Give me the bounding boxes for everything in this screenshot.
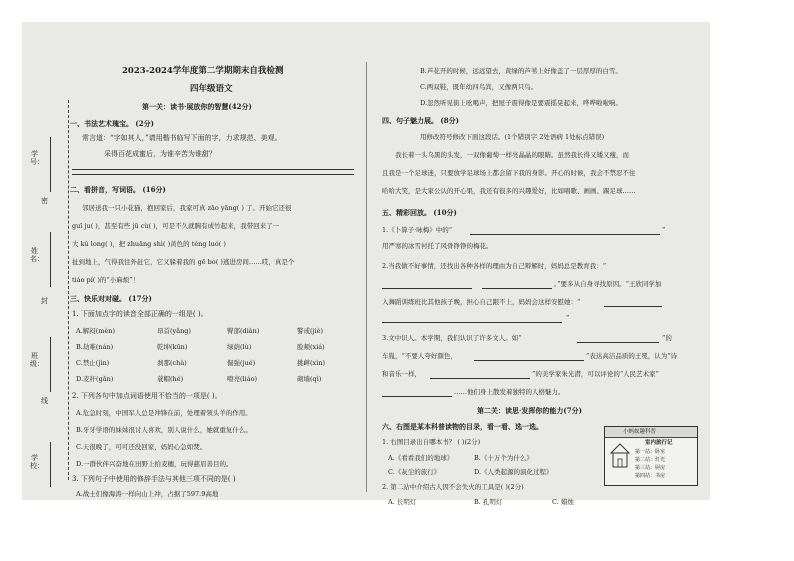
q3-2-option-d: D.一群伙伴兴奋地在田野上拾麦穗，玩得慈眉善目的。 [76, 460, 233, 468]
pass2-heading: 第二关：读思·发挥你的能力(7分) [477, 406, 582, 415]
s5-q2-close-quote: ” [566, 314, 570, 322]
s6-q2-option-c: C. 蜡烛 [552, 498, 574, 506]
s5-q3-line-1: 3.文中识人。本学期，我们认识了许多文人。如“ [382, 334, 522, 342]
section2-heading: 二、看拼音，写词语。 (16分) [70, 185, 166, 194]
s6-q2-stem: 2. 第二站中介绍古人因不会失火的工具是( )(2分) [382, 483, 524, 491]
q3-3-option-a: A.战士们像海涛一样向山上冲，占据了597.9高地 [76, 490, 219, 498]
section1-heading: 一、书法艺术瑰宝。 (2分) [70, 119, 154, 128]
id-write-line [50, 137, 51, 192]
option-c-2: 刹那(chà) [157, 359, 187, 367]
s5-q1-answer-line [470, 234, 660, 235]
s6-q2-option-a: A. 长明灯 [388, 498, 417, 506]
q3-1-stem: 1. 下面加点字的读音全部正确的一组是( )。 [72, 310, 208, 318]
option-b-4: 脸颊(xiá) [297, 343, 325, 351]
toc-banner-text: 小蚂蚁趣科普 [623, 429, 657, 435]
option-a-2: 昂首(yǎng) [157, 327, 191, 335]
s6-q1-option-d: D.《人类起源的演化过程》 [474, 468, 553, 476]
section3-heading: 三、快乐对对碰。 (17分) [70, 294, 152, 303]
seal-char-xian: 线 [41, 397, 48, 405]
option-b-1: B.劫难(nán) [76, 343, 114, 351]
q3-3-option-c: C.两双鞋，既年幼四鸟宾，又像两只鸟。 [420, 83, 538, 91]
pinyin-line-2: guī ju( )，甚至有些 jū cù( )，可是不久就胸有成竹起来，我带回来了一 [72, 222, 280, 230]
pinyin-line-5: tiáo pí( )的“小麻烦”！ [72, 276, 140, 284]
toc-row-4: 第四站：书房 [635, 473, 666, 479]
column-divider [366, 62, 367, 492]
s6-q2-option-b: B. 孔明灯 [474, 498, 503, 506]
s5-q3-answer-line-b [474, 360, 584, 361]
section6-heading: 六、右图是某本科普读物的目录，看一看、选一选。 [382, 422, 543, 431]
s6-q1-option-b: B.《十万个为什么》 [474, 454, 533, 462]
s5-q2-answer-line-b [482, 288, 552, 289]
toc-row-1: 第一站：卧室 [635, 449, 666, 455]
q3-3-stem: 3. 下列句子中使用的修辞手法与其他三项不同的是( ) [72, 475, 236, 483]
s5-q3-line-1-end: ”的 [662, 334, 672, 342]
s5-q2-answer-line-c [604, 306, 662, 307]
s5-q3-line-2-end: ”表达高洁品质的王冕，认为“诗 [586, 352, 678, 360]
pinyin-line-1: 邻居送我一只小花猫，抱回家后，我家可真 zāo yāng( ) 了。开始它还很 [82, 204, 292, 212]
s6-q1-option-c: C.《灰尘的旅行》 [388, 468, 441, 476]
exam-title: 2023-2024学年度第二学期期末自我检测 [122, 66, 284, 76]
s6-q1-option-a: A.《看看我们的地球》 [388, 454, 454, 462]
q3-3-option-b: B.芦花开的时候，远远望去，黄绿的芦苇上好像盖了一层厚厚的白雪。 [420, 67, 622, 75]
binding-dash-line [68, 100, 69, 480]
section1-poem-line: 采得百花成蜜后，为谁辛苦为谁甜？ [104, 150, 216, 158]
pinyin-line-3: 大 kǔ long( )，把 zhuāng shì( )黄色的 téng luó( ) [72, 240, 226, 248]
pinyin-line-4: 扯到地上，气得我往外赶它，它又躲着我的 gē bo( )逃进房间……哎，真是个 [72, 258, 295, 266]
class-label: 班级： [30, 352, 44, 368]
toc-row-3: 第三站：厨房 [635, 465, 666, 471]
q3-2-option-b: B.牙牙学语的妹妹很讨人喜欢，别人说什么，她就重复什么。 [76, 426, 252, 434]
toc-row-2: 第二站：灯光 [635, 457, 666, 463]
option-d-2: 蓑帽(hé) [157, 375, 184, 383]
option-c-1: C.禁止(jìn) [76, 359, 110, 367]
section4-paragraph-1: 我长着一头乌黑的头发，一双像葡萄一样亮晶晶的眼睛。虽然我长得又矮又瘦，而 [395, 151, 629, 159]
scanned-exam-page [22, 22, 710, 506]
school-write-line [50, 442, 51, 487]
writing-line-2 [72, 174, 354, 175]
option-d-3: 嘹亮(liáo) [227, 375, 258, 383]
toc-title: 室内旅行记 [645, 440, 673, 446]
section5-heading: 五、精彩回放。 (10分) [382, 208, 457, 217]
s5-q3-line-2: 车胤，“不要人夸好颜色， [382, 352, 457, 360]
s5-q1-close-quote: ” [662, 226, 666, 234]
s5-q3-answer-line-a [577, 342, 659, 343]
q3-3-option-d: D.忽然听见街上吆喝声，把屋子震得像是要震摇晃起来，哗哗啦啦响。 [420, 99, 623, 107]
student-id-label: 学号： [30, 150, 44, 166]
section4-instruction: 用修改符号修改下面这段话。(1个错别字 2处语病 1处标点错误) [420, 133, 605, 141]
option-d-1: D.麦秆(gǎn) [76, 375, 114, 383]
s5-q2-answer-line-a [382, 288, 472, 289]
s5-q3-answer-line-d [382, 396, 452, 397]
seal-char-feng: 封 [41, 297, 48, 305]
q3-2-stem: 2. 下列各句中加点词语使用不恰当的一项是( )。 [72, 392, 222, 400]
house-icon [609, 441, 631, 471]
s5-q2-line-3: 入舞蹈训练班比其他孩子晚，担心自己跟不上，妈妈会这样安慰她：“ [382, 298, 581, 306]
option-a-1: A.解闷(mèn) [76, 327, 116, 335]
seal-char-mi: 密 [41, 197, 48, 205]
section4-heading: 四、句子魅力展。 (8分) [382, 116, 459, 125]
exam-subject: 四年级语文 [190, 84, 233, 94]
option-b-2: 乾坤(kūn) [157, 343, 188, 351]
name-label: 姓名： [30, 247, 44, 263]
option-c-3: 倔强(jué) [227, 359, 256, 367]
option-c-4: 挑衅(xìn) [297, 359, 326, 367]
s5-q1-suffix: 用严寒的冰雪衬托了风骨铮铮的梅花。 [382, 242, 493, 250]
toc-figure [604, 426, 698, 486]
option-a-3: 臀部(diàn) [227, 327, 260, 335]
s5-q3-line-3-end: ”的美学家朱光潜，可以评论的“人民艺术家” [532, 370, 659, 378]
section1-instruction: 常言道：“字如其人，”请用楷书临写下面的字，力求规范、美观。 [82, 134, 282, 142]
s5-q3-line-4: ……他们身上散发着独特的人格魅力。 [454, 388, 565, 396]
q3-2-option-c: C.天很晚了，可可还没回家，妈妈心急如焚。 [76, 443, 207, 451]
q3-2-option-a: A.危急时刻，中国军人总是冲锋在前，处理着领头羊的作用。 [76, 409, 252, 417]
s5-q2-answer-line-d [382, 322, 562, 323]
option-a-4: 警戒(jiè) [297, 327, 324, 335]
section4-paragraph-3: 哈哈大笑，是大家公认的开心果，我还有很多的兴趣爱好，比如唱歌、画画、踢足球…… [382, 187, 636, 195]
section4-paragraph-2: 且我是一个足球迷，只要放学足球场上都会留下我的身影。开心的时候，我会不禁忍不住 [382, 169, 636, 177]
writing-line-1 [72, 169, 354, 170]
class-write-line [50, 337, 51, 392]
s5-q2-line-1: 2.当我做不好事情，还找出各种各样的理由为自己辩解时，妈妈总是教育我：“ [382, 262, 607, 270]
name-write-line [50, 232, 51, 287]
s6-q1-stem: 1. 右图目录出自哪本书？ ( )(2分) [382, 438, 481, 446]
school-label: 学校： [30, 454, 44, 470]
s5-q2-line-2: 。”要多从自身寻找原因。“王欣同学加 [554, 280, 662, 288]
option-d-4: 砌墙(qì) [297, 375, 322, 383]
option-b-3: 绿荫(lù) [227, 343, 252, 351]
s5-q1-prefix: 1.《卜算子·咏梅》中的“ [382, 226, 453, 234]
pass1-heading: 第一关：读书·展放你的智慧(42分) [142, 102, 252, 111]
s5-q3-line-3: 和音乐一样， [382, 370, 421, 378]
s5-q3-answer-line-c [430, 378, 530, 379]
